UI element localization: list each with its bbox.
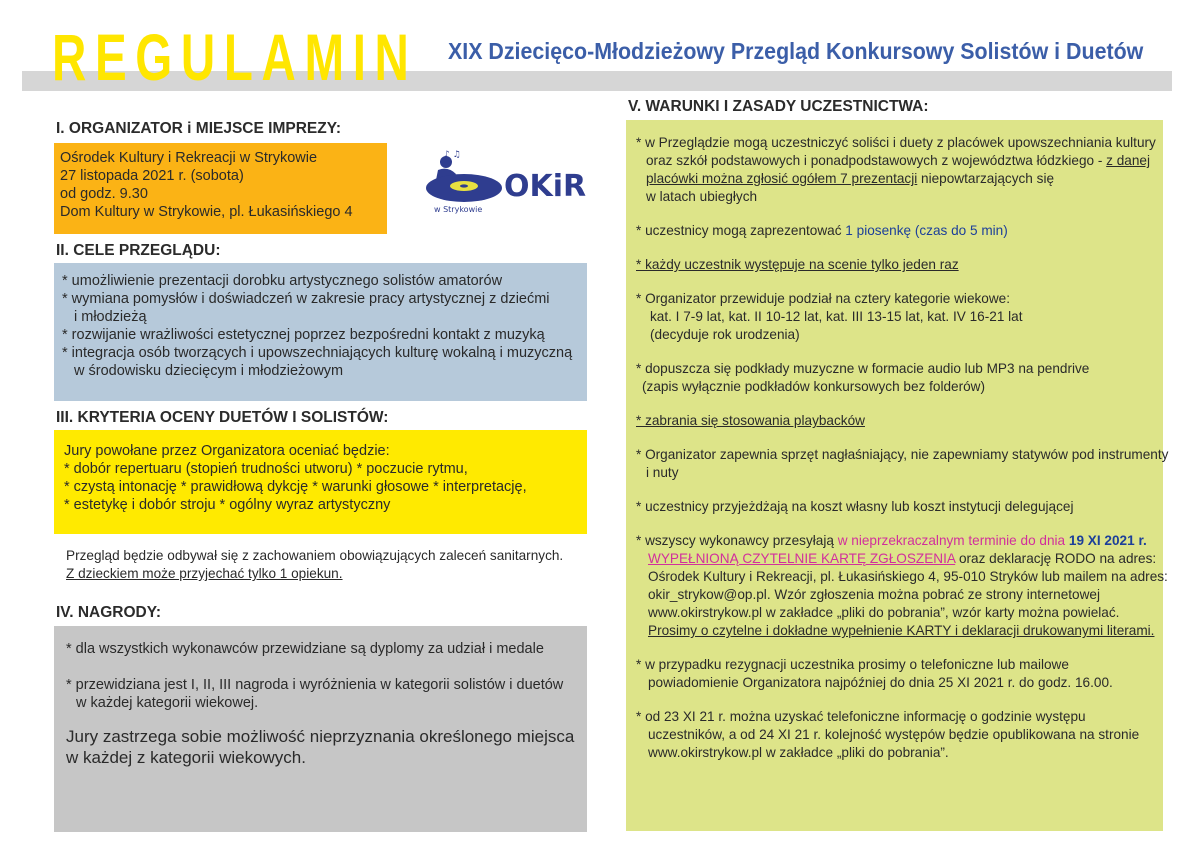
condition-text: * uczestnicy mogą zaprezentować (636, 223, 846, 238)
condition-line (636, 152, 1153, 170)
condition-line: (zapis wyłącznie podkładów konkursowych bez folderów) (642, 379, 986, 394)
condition-line (636, 550, 1157, 568)
conditions-box (626, 120, 1169, 831)
condition-line: * dopuszcza się podkłady muzyczne w formacie audio lub MP3 na pendrive (636, 361, 1090, 376)
criteria-line: Jury powołane przez Organizatora oceniać będzie: (64, 443, 390, 459)
prize-line: w każdej kategorii wiekowej. (76, 695, 259, 711)
section4-heading: IV. NAGRODY: (56, 604, 162, 621)
condition-line: uczestników, a od 24 XI 21 r. kolejność występów będzie opublikowana na stronie (648, 727, 1140, 742)
condition-line: (decyduje rok urodzenia) (650, 327, 800, 342)
condition-line: www.okirstrykow.pl w zakładce „pliki do pobrania”, wzór karty można powielać. (648, 605, 1120, 620)
section5-heading: V. WARUNKI I ZASADY UCZESTNICTWA: (628, 98, 929, 115)
okir-logo (424, 148, 587, 218)
condition-line: * każdy uczestnik występuje na scenie tylko jeden raz (636, 257, 959, 272)
condition-line: i nuty (646, 465, 679, 480)
condition-line: * od 23 XI 21 r. można uzyskać telefoniczne informację o godzinie występu (636, 709, 1086, 724)
condition-line: * w przypadku rezygnacji uczestnika prosimy o telefoniczne lub mailowe (636, 657, 1069, 672)
goal-line: i młodzieżą (74, 309, 147, 325)
goal-line: * integracja osób tworzących i upowszechniających kulturę wokalną i muzyczną (62, 345, 573, 361)
sanitary-note (66, 547, 563, 583)
condition-line (636, 170, 1153, 188)
organizer-line: od godz. 9.30 (60, 186, 148, 202)
prize-line: * dla wszystkich wykonawców przewidziane są dyplomy za udział i medale (66, 641, 544, 657)
condition-line: w latach ubiegłych (646, 189, 758, 204)
organizer-line: Ośrodek Kultury i Rekreacji w Strykowie (60, 150, 318, 166)
condition-text: * wszyscy wykonawcy przesyłają (636, 533, 838, 548)
condition-line: Prosimy o czytelne i dokładne wypełnienie KARTY i deklaracji drukowanymi literami. (648, 623, 1155, 638)
logo-text: OKiR (504, 169, 587, 204)
organizer-box (54, 143, 387, 234)
goal-line: w środowisku dziecięcym i młodzieżowym (74, 363, 344, 379)
criteria-line: * czystą intonację * prawidłową dykcję * warunki głosowe * interpretację, (64, 479, 527, 495)
criteria-box (54, 430, 587, 534)
condition-line: * Organizator przewiduje podział na cztery kategorie wiekowe: (636, 291, 1011, 306)
condition-text-underlined: z danej (1106, 153, 1151, 168)
event-title: XIX Dziecięco-Młodzieżowy Przegląd Konkursowy Solistów i Duetów (448, 38, 1144, 64)
condition-line (636, 222, 1153, 240)
goal-line: * wymiana pomysłów i doświadczeń w zakresie pracy artystycznej z dziećmi (62, 291, 550, 307)
vinyl-record-logo-icon (424, 148, 587, 218)
condition-line: * zabrania się stosowania playbacków (636, 413, 865, 428)
jury-note-line: Jury zastrzega sobie możliwość nieprzyznania określonego miejsca (66, 727, 575, 746)
condition-line: powiadomienie Organizatora najpóźniej do dnia 25 XI 2021 r. do godz. 16.00. (648, 675, 1113, 690)
condition-text: oraz szkół podstawowych i ponadpodstawowych z województwa łódzkiego - (646, 153, 1107, 168)
condition-line: www.okirstrykow.pl w zakładce „pliki do pobrania”. (648, 745, 949, 760)
age-categories: kat. I 7-9 lat, kat. II 10-12 lat, kat. III 13-15 lat, kat. IV 16-21 lat (650, 309, 1023, 324)
section2-heading: II. CELE PRZEGLĄDU: (56, 242, 221, 259)
svg-text:♪ ♫: ♪ ♫ (444, 150, 461, 160)
goals-box (54, 263, 587, 401)
song-limit: 1 piosenkę (czas do 5 min) (845, 223, 1008, 238)
logo-subtext: w Strykowie (434, 205, 483, 214)
condition-line: * w Przeglądzie mogą uczestniczyć soliści i duety z placówek upowszechniania kultury (636, 135, 1156, 150)
criteria-line: * estetykę i dobór stroju * ogólny wyraz artystyczny (64, 497, 391, 513)
condition-text: niepowtarzających się (917, 171, 1055, 186)
goal-line: * umożliwienie prezentacji dorobku artystycznego solistów amatorów (62, 273, 503, 289)
jury-note-line: w każdej z kategorii wiekowych. (66, 748, 306, 767)
organizer-line: Dom Kultury w Strykowie, pl. Łukasińskiego 4 (60, 204, 353, 220)
condition-line: okir_strykow@op.pl. Wzór zgłoszenia można pobrać ze strony internetowej (648, 587, 1101, 602)
organizer-line: 27 listopada 2021 r. (sobota) (60, 168, 244, 184)
condition-line: * Organizator zapewnia sprzęt nagłaśniający, nie zapewniamy statywów pod instrumenty (636, 447, 1169, 462)
condition-text: oraz deklarację RODO na adres: (955, 551, 1157, 566)
deadline-text: w nieprzekraczalnym terminie do dnia (837, 533, 1069, 548)
condition-line: * uczestnicy przyjeżdżają na koszt własny lub koszt instytucji delegującej (636, 499, 1074, 514)
criteria-line: * dobór repertuaru (stopień trudności utworu) * poczucie rytmu, (64, 461, 468, 477)
condition-line (636, 532, 1153, 550)
prize-line: * przewidziana jest I, II, III nagroda i wyróżnienia w kategorii solistów i duetów (66, 677, 564, 693)
deadline-date: 19 XI 2021 r. (1068, 533, 1147, 548)
section1-heading: I. ORGANIZATOR i MIEJSCE IMPREZY: (56, 120, 342, 137)
guardian-note: Z dzieckiem może przyjechać tylko 1 opiekun. (66, 566, 343, 581)
prizes-box (54, 626, 587, 832)
condition-text-underlined: placówki można zgłosić ogółem 7 prezentacji (646, 171, 918, 186)
section3-heading: III. KRYTERIA OCENY DUETÓW I SOLISTÓW: (56, 409, 389, 426)
condition-line: Ośrodek Kultury i Rekreacji, pl. Łukasińskiego 4, 95-010 Stryków lub mailem na adres: (648, 569, 1168, 584)
sanitary-line: Przegląd będzie odbywał się z zachowaniem obowiązujących zaleceń sanitarnych. (66, 548, 564, 563)
form-requirement: WYPEŁNIONĄ CZYTELNIE KARTĘ ZGŁOSZENIA (648, 551, 956, 566)
regulamin-title: REGULAMIN (52, 20, 418, 94)
goal-line: * rozwijanie wrażliwości estetycznej poprzez bezpośredni kontakt z muzyką (62, 327, 545, 343)
